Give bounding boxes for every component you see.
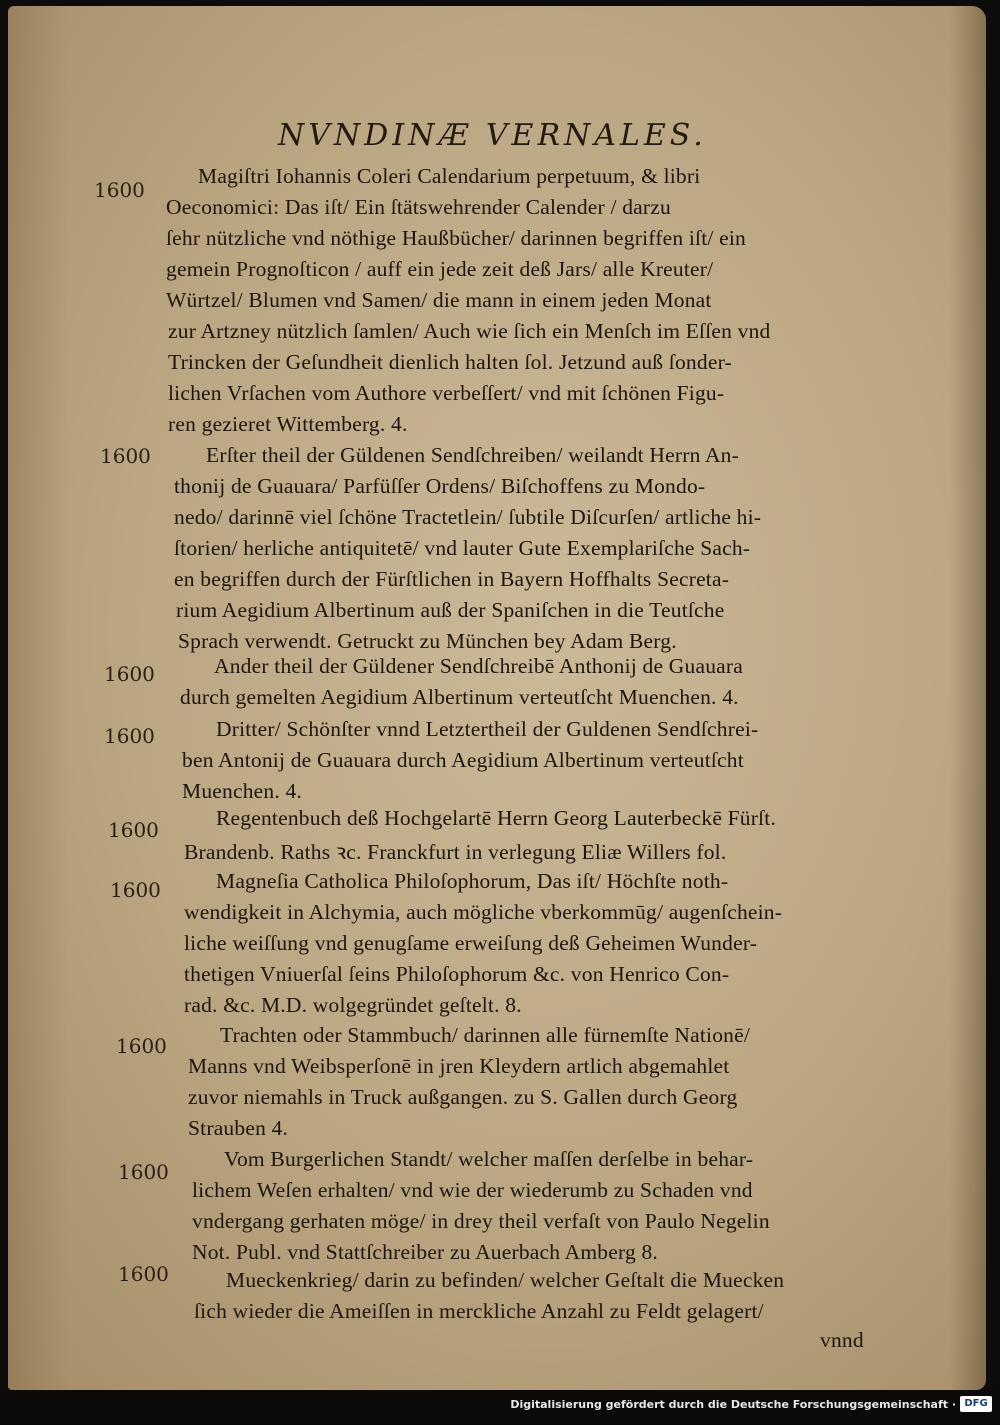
entry-line: Mueckenkrieg/ darin zu befinden/ welcher Geſtalt die Muecken [226, 1268, 785, 1292]
entry-line: rium Aegidium Albertinum auß der Spaniſchen in die Teutſche [176, 598, 725, 622]
entry-line: thetigen Vniuerſal ſeins Philoſophorum &c. von Henrico Con- [184, 962, 730, 986]
catchword: vnnd [820, 1328, 864, 1352]
entry-line: Magiſtri Iohannis Coleri Calendarium perpetuum, & libri [198, 164, 701, 188]
entry-line: nedo/ darinnē viel ſchöne Tractetlein/ ſubtile Diſcurſen/ artliche hi- [174, 505, 762, 529]
book-page [8, 6, 986, 1390]
entry-line: ſehr nützliche vnd nöthige Haußbücher/ darinnen begriffen iſt/ ein [166, 226, 746, 250]
entry-year: 1600 [100, 444, 151, 468]
entry-line: Regentenbuch deß Hochgelartē Herrn Georg Lauterbeckē Fürſt. [216, 806, 777, 830]
entry-line: Manns vnd Weibsperſonē in jren Kleydern artlich abgemahlet [188, 1054, 730, 1078]
entry-line: ſich wieder die Ameiſſen in merckliche Anzahl zu Feldt gelagert/ [194, 1299, 764, 1323]
entry-line: zur Artzney nützlich ſamlen/ Auch wie ſich ein Menſch im Eſſen vnd [168, 319, 771, 343]
entry-line: ſtorien/ herliche antiquitetē/ vnd lauter Gute Exemplariſche Sach- [174, 536, 751, 560]
entry-year: 1600 [104, 724, 155, 748]
dfg-logo-icon[interactable]: DFG [960, 1396, 992, 1412]
entry-line: Würtzel/ Blumen vnd Samen/ die mann in einem jeden Monat [166, 288, 712, 312]
entry-line: Magneſia Catholica Philoſophorum, Das iſt/ Höchſte noth- [216, 869, 729, 893]
entry-line: Oeconomici: Das iſt/ Ein ſtätswehrender Calender / darzu [166, 195, 671, 219]
entry-year: 1600 [118, 1262, 169, 1286]
entry-line: lichem Weſen erhalten/ vnd wie der wiederumb zu Schaden vnd [192, 1178, 753, 1202]
entry-year: 1600 [108, 818, 159, 842]
entry-line: lichen Vrſachen vom Authore verbeſſert/ vnd mit ſchönen Figu- [168, 381, 725, 405]
entry-line: Trachten oder Stammbuch/ darinnen alle fürnemſte Nationē/ [220, 1023, 751, 1047]
entry-line: Brandenb. Raths ꝛc. Franckfurt in verlegung Eliæ Willers fol. [184, 840, 727, 864]
footer-bar [0, 1390, 1000, 1425]
entry-year: 1600 [94, 178, 145, 202]
entry-line: Ander theil der Güldener Sendſchreibē Anthonij de Guauara [214, 654, 744, 678]
entry-line: thonij de Guauara/ Parfüſſer Ordens/ Biſchoffens zu Mondo- [174, 474, 706, 498]
entry-line: Strauben 4. [188, 1116, 289, 1140]
entry-line: Dritter/ Schönſter vnnd Letztertheil der Guldenen Sendſchrei- [216, 717, 759, 741]
entry-line: zuvor niemahls in Truck außgangen. zu S. Gallen durch Georg [188, 1085, 738, 1109]
entry-line: en begriffen durch der Fürſtlichen in Bayern Hoffhalts Secreta- [174, 567, 730, 591]
entry-line: durch gemelten Aegidium Albertinum verteutſcht Muenchen. 4. [180, 685, 739, 709]
entry-line: rad. &c. M.D. wolgegründet geſtelt. 8. [184, 993, 522, 1017]
entry-line: Sprach verwendt. Getruckt zu München bey Adam Berg. [178, 629, 677, 653]
entry-line: ren gezieret Wittemberg. 4. [168, 412, 408, 436]
entry-line: Muenchen. 4. [182, 779, 303, 803]
entry-line: liche weiſſung vnd genugſame erweiſung deß Geheimen Wunder- [184, 931, 758, 955]
entry-line: gemein Prognoſticon / auff ein jede zeit deß Jars/ alle Kreuter/ [166, 257, 714, 281]
entry-year: 1600 [110, 878, 161, 902]
entry-line: ben Antonij de Guauara durch Aegidium Albertinum verteutſcht [182, 748, 744, 772]
entry-line: Erſter theil der Güldenen Sendſchreiben/ weilandt Herrn An- [206, 443, 739, 467]
entry-year: 1600 [116, 1034, 167, 1058]
entry-year: 1600 [104, 662, 155, 686]
entry-line: wendigkeit in Alchymia, auch mögliche vberkommūg/ augenſchein- [184, 900, 783, 924]
entry-line: Trincken der Geſundheit dienlich halten ſol. Jetzund auß ſonder- [168, 350, 732, 374]
running-head: NVNDINÆ VERNALES. [278, 118, 707, 153]
entry-line: Not. Publ. vnd Stattſchreiber zu Auerbach Amberg 8. [192, 1240, 658, 1264]
entry-year: 1600 [118, 1160, 169, 1184]
entry-line: Vom Burgerlichen Standt/ welcher maſſen derſelbe in behar- [224, 1147, 754, 1171]
entry-line: vndergang gerhaten möge/ in drey theil verfaſt von Paulo Negelin [192, 1209, 770, 1233]
funding-credit: Digitalisierung gefördert durch die Deutsche Forschungsgemeinschaft · [510, 1398, 956, 1411]
